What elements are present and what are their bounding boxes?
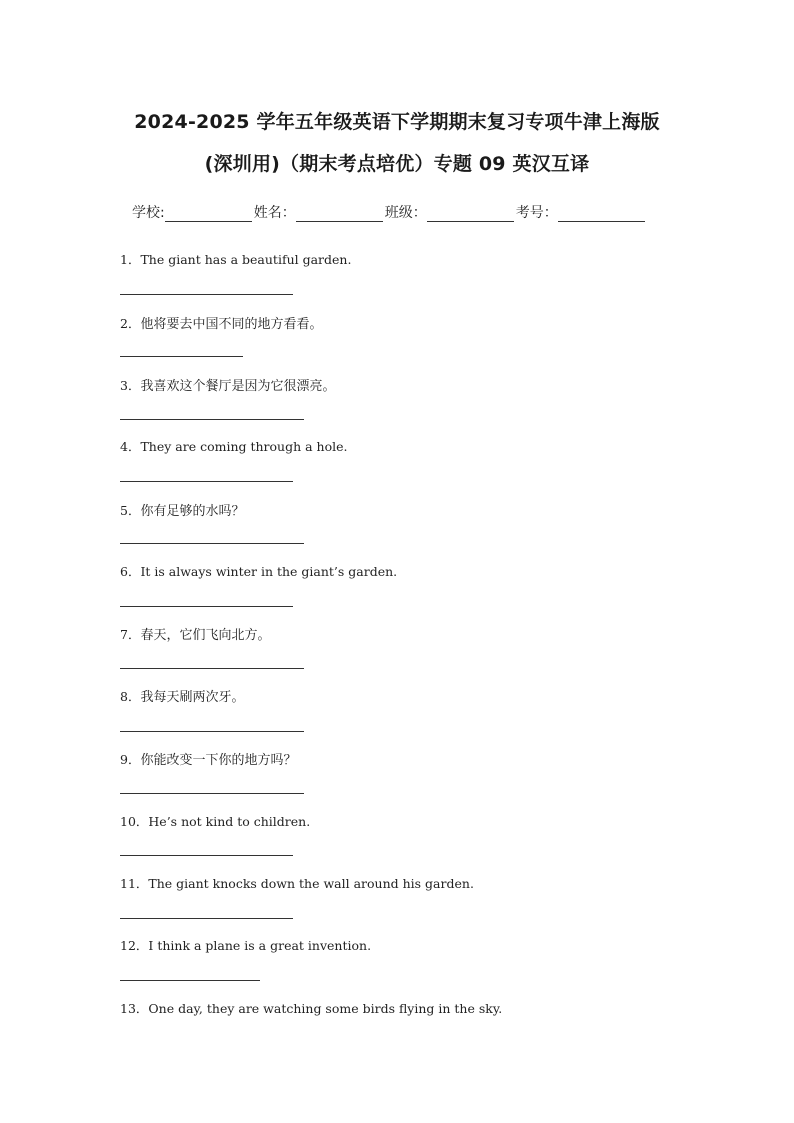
question-item [120,500,244,519]
question-item [120,812,310,830]
answer-line[interactable] [120,419,304,420]
question-number: 1． [120,252,141,267]
question-text: I think a plane is a great invention. [148,938,372,953]
question-item [120,874,474,892]
answer-line[interactable] [120,918,293,919]
question-number: 12． [120,938,149,953]
question-number: 6． [120,564,141,579]
student-info-row [132,202,647,222]
answer-line[interactable] [120,543,304,544]
question-text: He’s not kind to children. [148,814,311,829]
answer-line[interactable] [120,668,304,669]
question-number: 3． [120,378,141,393]
question-number: 13． [120,1001,149,1016]
question-text: The giant knocks down the wall around his garden. [148,876,474,891]
question-text: 春天，它们飞向北方。 [140,628,271,643]
question-item [120,999,502,1017]
question-text: 你能改变一下你的地方吗？ [140,753,297,768]
question-text: They are coming through a hole. [140,439,348,454]
question-number: 7． [120,627,141,642]
exam-number-blank[interactable] [558,206,645,222]
answer-line[interactable] [120,980,260,981]
question-number: 11． [120,876,149,891]
exam-number-label: 考号： [515,205,558,221]
answer-line[interactable] [120,606,293,607]
answer-line[interactable] [120,481,293,482]
question-text: 你有足够的水吗？ [140,504,245,519]
question-text: 他将要去中国不同的地方看看。 [140,317,323,332]
school-blank[interactable] [165,206,252,222]
question-item [120,936,371,954]
name-label: 姓名： [253,205,296,221]
answer-line[interactable] [120,294,293,295]
question-number: 9． [120,752,141,767]
question-text: 我每天刷两次牙。 [140,690,245,705]
answer-line[interactable] [120,855,293,856]
answer-line[interactable] [120,731,304,732]
question-number: 5． [120,503,141,518]
question-item [120,749,296,768]
question-text: The giant has a beautiful garden. [140,252,352,267]
question-item [120,686,244,705]
question-item [120,624,270,643]
question-number: 10． [120,814,149,829]
page-title-line-1: 2024-2025 学年五年级英语下学期期末复习专项牛津上海版 [134,111,660,133]
answer-line[interactable] [120,793,304,794]
question-text: One day, they are watching some birds flying in the sky. [148,1001,503,1016]
question-number: 4． [120,439,141,454]
question-number: 2． [120,316,141,331]
question-text: 我喜欢这个餐厅是因为它很漂亮。 [140,379,336,394]
question-number: 8． [120,689,141,704]
name-blank[interactable] [296,206,383,222]
question-item [120,313,322,332]
school-label: 学校: [132,205,165,221]
question-item [120,250,351,268]
answer-line[interactable] [120,356,243,357]
question-item [120,437,348,455]
question-item [120,562,397,580]
question-item [120,375,335,394]
page-title-line-2: (深圳用)（期末考点培优）专题 09 英汉互译 [204,153,590,175]
class-label: 班级： [384,205,427,221]
class-blank[interactable] [427,206,514,222]
question-text: It is always winter in the giant’s garden. [140,564,398,579]
